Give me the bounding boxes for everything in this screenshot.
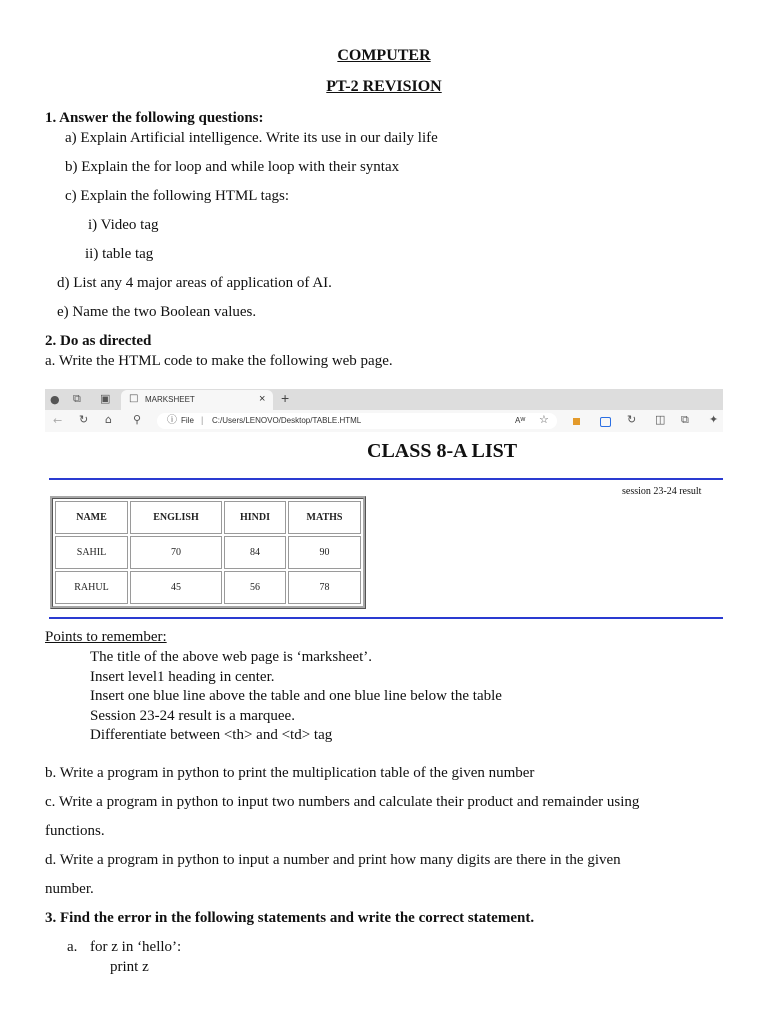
question-1a: a) Explain Artificial intelligence. Write its use in our daily life [65,130,438,146]
table-cell: SAHIL [55,536,128,569]
table-cell: 90 [288,536,361,569]
back-icon[interactable]: ← [53,414,63,427]
page-icon: □ [129,393,139,404]
search-icon[interactable]: ⚲ [133,413,142,426]
table-cell: 84 [224,536,286,569]
question-1e: e) Name the two Boolean values. [57,304,257,320]
question-1c-i: i) Video tag [88,217,159,233]
browser-address-bar [45,410,723,432]
home-icon[interactable]: ⌂ [105,413,112,426]
browser-tab-bar [45,389,723,410]
list-text: Session 23-24 result is a marquee. [90,707,295,724]
blue-line-bottom [49,617,723,619]
question-2d: d. Write a program in python to input a number and print how many digits are there in the given [45,852,621,868]
table-row [55,536,361,569]
refresh-icon[interactable]: ↻ [79,413,89,426]
marks-table [50,496,366,609]
url-prefix: File [181,416,194,425]
table-cell: 56 [224,571,286,604]
blue-line-top [49,478,723,480]
code-line: print z [110,959,149,975]
list-text: The title of the above web page is ‘marksheet’. [90,649,372,665]
table-header: HINDI [224,501,286,534]
subject-title: COMPUTER [337,47,431,64]
browser-tab[interactable] [121,390,273,410]
collections-icon[interactable]: ⧉ [681,413,689,426]
extension-icon[interactable] [600,417,611,427]
new-tab-button[interactable]: + [281,390,290,406]
question-2c-continued: functions. [45,823,105,839]
webpage-screenshot [45,389,723,621]
section1-heading: 1. Answer the following questions: [45,110,264,126]
workspaces-icon[interactable]: ⧉ [73,392,81,405]
question-1c-ii: ii) table tag [85,246,154,262]
table-row [55,571,361,604]
url-divider: | [201,415,204,425]
section2-heading: 2. Do as directed [45,333,152,349]
table-cell: 70 [130,536,222,569]
list-text: Differentiate between <th> and <td> tag [90,727,333,743]
info-icon[interactable]: ⓘ [167,415,177,426]
table-header: MATHS [288,501,361,534]
question-1d: d) List any 4 major areas of application of AI. [57,275,332,291]
item-label: a. [67,939,78,955]
code-line: for z in ‘hello’: [90,939,182,955]
question-2b: b. Write a program in python to print the multiplication table of the given number [45,765,535,781]
extensions-icon[interactable]: ✦ [709,413,719,426]
webpage-heading: CLASS 8-A LIST [367,440,518,462]
table-cell: RAHUL [55,571,128,604]
marquee-text: session 23-24 result [622,486,702,497]
question-2a: a. Write the HTML code to make the following web page. [45,353,393,369]
url-field[interactable] [157,413,557,429]
table-header: ENGLISH [130,501,222,534]
table-header: NAME [55,501,128,534]
url-text: C:/Users/LENOVO/Desktop/TABLE.HTML [212,416,362,425]
page-title: PT-2 REVISION [326,78,442,95]
split-screen-icon[interactable]: ◫ [655,413,666,426]
profile-icon[interactable]: ● [50,393,60,406]
tab-title: MARKSHEET [145,395,195,404]
read-aloud-icon[interactable]: Aᵂ [515,416,526,425]
list-text: Insert one blue line above the table and one blue line below the table [90,688,502,704]
table-cell: 45 [130,571,222,604]
table-cell: 78 [288,571,361,604]
favorite-star-icon[interactable]: ☆ [539,413,549,426]
question-1b: b) Explain the for loop and while loop with their syntax [65,159,400,175]
table-header-row [55,501,361,534]
list-text: Insert level1 heading in center. [90,668,275,685]
section3-heading: 3. Find the error in the following statements and write the correct statement. [45,910,535,926]
points-heading: Points to remember: [45,629,167,645]
extension-icon[interactable]: ↻ [627,413,637,426]
question-2d-continued: number. [45,881,94,897]
question-1c: c) Explain the following HTML tags: [65,188,289,204]
question-2c: c. Write a program in python to input two numbers and calculate their product and remainder using [45,794,640,810]
tab-actions-icon[interactable]: ▣ [100,392,111,405]
tab-close-icon[interactable]: × [259,393,266,405]
extension-icon[interactable] [573,418,580,425]
